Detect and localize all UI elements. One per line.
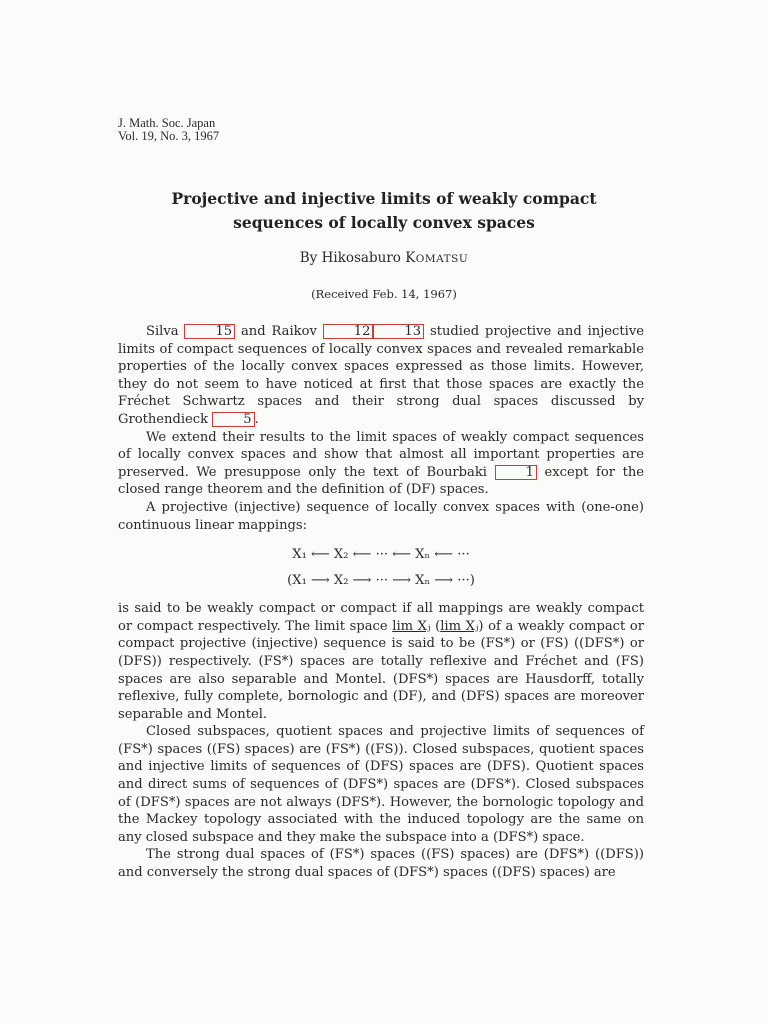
paragraph-3: A projective (injective) sequence of locally convex spaces with (one-one) continuous linear mappings: <box>118 499 644 533</box>
citation-link-12[interactable]: 12 <box>323 324 374 339</box>
p1-text-d: . <box>254 411 259 427</box>
journal-header <box>118 117 219 143</box>
journal-volume: Vol. 19, No. 3, 1967 <box>118 129 220 143</box>
citation-link-1[interactable]: 1 <box>495 465 537 480</box>
sequence-display <box>118 542 644 594</box>
citation-link-13[interactable]: 13 <box>373 324 424 339</box>
citation-link-15[interactable]: 15 <box>184 324 235 339</box>
paragraph-1 <box>118 323 644 429</box>
projective-limit: lim Xⱼ <box>392 618 431 634</box>
paragraph-5: Closed subspaces, quotient spaces and projective limits of sequences of (FS*) spaces ((FS) spaces) are (FS*) ((FS)). Closed subspaces, quotient spaces and injective limits of sequences of (DFS) spaces are (DFS). Quotient spaces and direct sums of sequences of (DFS*) spaces are (DFS*). Closed subspaces of (DFS*) spaces are not always (DFS*). However, the bornologic topology and the Mackey topology associated with the induced topology are the same on any closed subspace and they make the subspace into a (DFS*) space. <box>118 724 644 845</box>
author-surname-rest: OMATSU <box>415 253 469 265</box>
author-surname-initial: K <box>405 250 416 266</box>
author-surname <box>405 250 468 266</box>
author-by: By Hikosaburo <box>299 250 401 266</box>
injective-sequence: (X₁ ⟶ X₂ ⟶ ··· ⟶ Xₙ ⟶ ···) <box>287 573 475 589</box>
journal-name: J. Math. Soc. Japan <box>118 116 216 130</box>
p4-text-b: ) of a weakly compact or compact projective (injective) sequence is said to be (FS*) or (FS) ((DFS*) or (DFS)) respectively. (FS*) spaces are totally reflexive and Fréchet and (FS) spaces are also separable and Montel. (DFS*) spaces are Hausdorff, totally reflexive, fully complete, bornologic and (DF), and (DFS) spaces are moreover separable and Montel. <box>118 618 644 722</box>
injective-limit: lim Xⱼ <box>440 618 479 634</box>
paper-body <box>118 323 644 882</box>
author-line <box>0 250 768 266</box>
p2-text-b: except for the closed range theorem and the definition of (DF) spaces. <box>118 464 645 498</box>
p4-text-a: is said to be weakly compact or compact if all mappings are weakly compact or compact respectively. The limit space <box>118 601 644 634</box>
title-line-2: sequences of locally convex spaces <box>233 213 535 232</box>
paragraph-2 <box>118 429 644 499</box>
p1-text-b: and Raikov <box>235 324 323 339</box>
paper-title <box>0 187 768 235</box>
p1-text-a: Silva <box>146 324 185 339</box>
paragraph-6: The strong dual spaces of (FS*) spaces ((FS) spaces) are (DFS*) ((DFS)) and conversely the strong dual spaces of (DFS*) spaces ((DFS) spaces) are <box>118 847 644 881</box>
paragraph-4 <box>118 600 644 723</box>
received-date: (Received Feb. 14, 1967) <box>311 287 457 301</box>
title-line-1: Projective and injective limits of weakly compact <box>171 189 597 208</box>
p2-text-a: We extend their results to the limit spaces of weakly compact sequences of locally convex spaces and show that almost all important properties are preserved. We presuppose only the text of Bourbaki <box>118 429 644 480</box>
projective-sequence: X₁ ⟵ X₂ ⟵ ··· ⟵ Xₙ ⟵ ··· <box>292 547 470 563</box>
citation-link-5[interactable]: 5 <box>212 412 254 427</box>
p1-text-c: studied projective and injective limits of compact sequences of locally convex spaces and revealed remarkable properties of the locally convex spaces expressed as those limits. However, they do not seem to have noticed at first that those spaces are exactly the Fréchet Schwartz spaces and their strong dual spaces discussed by Grothendieck <box>118 324 644 427</box>
p4-text-mid: ( <box>430 618 441 634</box>
